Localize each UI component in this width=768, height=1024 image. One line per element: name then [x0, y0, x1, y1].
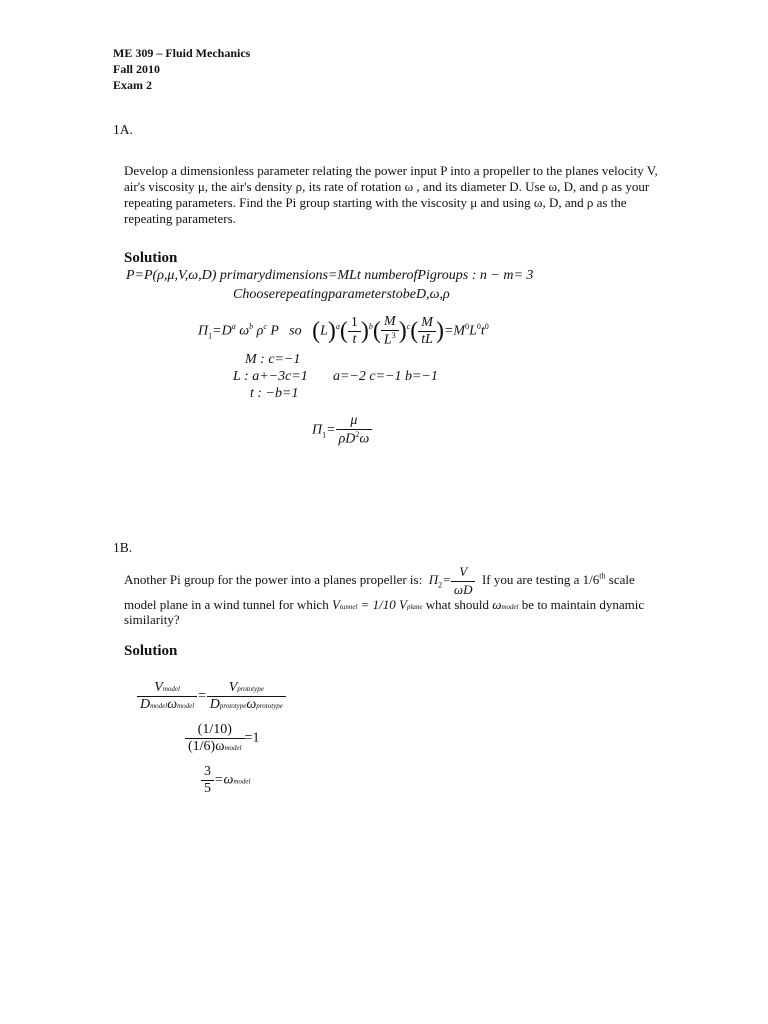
eq1-left-den-sub1: model — [150, 702, 168, 710]
eq2-num: (1/10) — [185, 722, 245, 739]
plane-sub: plane — [406, 603, 423, 611]
model-sub: model — [501, 603, 519, 611]
problem-1b-prompt-post: If you are testing a 1/6 — [481, 571, 600, 587]
eq3-rhs: =ω — [214, 772, 234, 788]
course-title: ME 309 – Fluid Mechanics — [113, 46, 251, 60]
eq1-left-num: V — [154, 680, 163, 695]
problem-1a-prompt-line1: Develop a dimensionless parameter relating the power input P into a propeller to the planes velocity V, — [124, 163, 658, 178]
eq1-left-den: D — [140, 697, 151, 712]
omega-model-result — [201, 764, 250, 797]
problem-1b-prompt-post2: scale — [605, 571, 635, 587]
eq3-num: 3 — [201, 764, 214, 781]
problem-1b-line2-pre: model plane in a wind tunnel for which — [124, 597, 332, 612]
eq2-rhs: =1 — [244, 730, 260, 746]
eq-substituted-ratio — [185, 722, 259, 755]
term-label: Fall 2010 — [113, 62, 160, 76]
eq2-den: (1/6)ω — [188, 739, 225, 754]
problem-1b-label: 1B. — [113, 540, 133, 555]
problem-1a-prompt-line4: repeating parameters. — [124, 211, 236, 226]
eq-similarity: $\frac{\text{Vmodel}}{\text{Dmodelωmodel}}$ = $\frac{\text{Vprototype}}{\text{Dprototypeωprototype}}$ — [137, 680, 286, 713]
eq1-right-den: D — [209, 697, 220, 712]
pi2-numerator: V — [451, 564, 476, 582]
tunnel-sub: tunnel — [339, 603, 358, 611]
pi1-result: $\Pi_1=$ $\frac{\mu}{\rho D^2\omega}$ — [312, 413, 372, 448]
eq-mass-balance: M : c=−1 — [245, 352, 301, 367]
eq-function-relation: P=P(ρ,μ,V,ω,D) primarydimensions=MLt numberofPigroups : n − m= 3 — [126, 268, 534, 283]
problem-1b-prompt-line3: similarity? — [124, 612, 180, 627]
problem-1b-prompt-line1: Another Pi group for the power into a planes propeller is: $\Pi_2=$ $\frac{V}{\omega D}$ If you are testing a 1/6th scale — [124, 564, 635, 597]
ratio-text: = 1/10 V — [357, 597, 407, 612]
problem-1a-label: 1A. — [113, 122, 133, 137]
problem-1a-prompt-line3: repeating parameters. Find the Pi group starting with the viscosity μ and using ω, D, and ρ as the — [124, 195, 627, 210]
eq1-right-num: V — [228, 680, 238, 695]
pi1-rhs: =M — [443, 323, 466, 339]
pi1-symbol: Π — [198, 323, 209, 339]
exam-label: Exam 2 — [113, 78, 152, 92]
eq2-den-sub: model — [224, 744, 242, 752]
eq-length-balance: L : a+−3c=1 — [233, 369, 308, 384]
pi2-denominator: ωD — [453, 581, 473, 597]
eq-pi1-dimensional: $\Pi_1=D^a$ $\omega^b$ $\rho^c$ P so $(L)^a$( $\frac{1}{t}$ )$^b$( $\frac{M}{L^3}$ )$^c$( $\frac{M}{tL}$ )$=M^0L^0t^0$ — [198, 314, 489, 348]
pi1-result-denominator: ρD — [338, 431, 356, 447]
eq3-den: 5 — [204, 781, 211, 796]
eq1-left-den-sub2: model — [177, 702, 195, 710]
eq-time-balance: t : −b=1 — [250, 386, 299, 401]
omega-model: ω — [492, 597, 502, 612]
solution-1b-title: Solution — [124, 643, 178, 659]
problem-1b-prompt-sup: th — [599, 571, 606, 581]
eq-exponent-values: a=−2 c=−1 b=−1 — [333, 369, 438, 384]
problem-1b-prompt-pre: Another Pi group for the power into a planes propeller is: — [124, 571, 423, 587]
eq1-right-den-sub2: prototype — [256, 702, 283, 710]
problem-1b-prompt-line2 — [124, 597, 644, 616]
solution-1a-title: Solution — [124, 250, 178, 266]
eq1-left-num-sub: model — [162, 685, 180, 693]
eq1-right-num-sub: prototype — [237, 685, 264, 693]
pi1-result-numerator: μ — [336, 413, 373, 430]
eq1-left-den-omega: ω — [167, 697, 178, 712]
problem-1a-prompt-line2: air's viscosity μ, the air's density ρ, its rate of rotation ω , and its diameter D. Use ω, D, and ρ as your — [124, 179, 650, 194]
pi1-result-denominator-omega: ω — [359, 431, 370, 447]
problem-1b-line2-end: be to maintain dynamic — [518, 597, 645, 612]
eq1-right-den-sub1: prototype — [219, 702, 247, 710]
problem-1b-line2-post: what should — [422, 597, 493, 612]
v-tunnel: V — [331, 597, 340, 612]
eq-choose-repeating: ChooserepeatingparameterstobeD,ω,ρ — [233, 287, 450, 302]
eq3-sub: model — [233, 777, 251, 786]
eq1-right-den-omega: ω — [246, 697, 257, 712]
